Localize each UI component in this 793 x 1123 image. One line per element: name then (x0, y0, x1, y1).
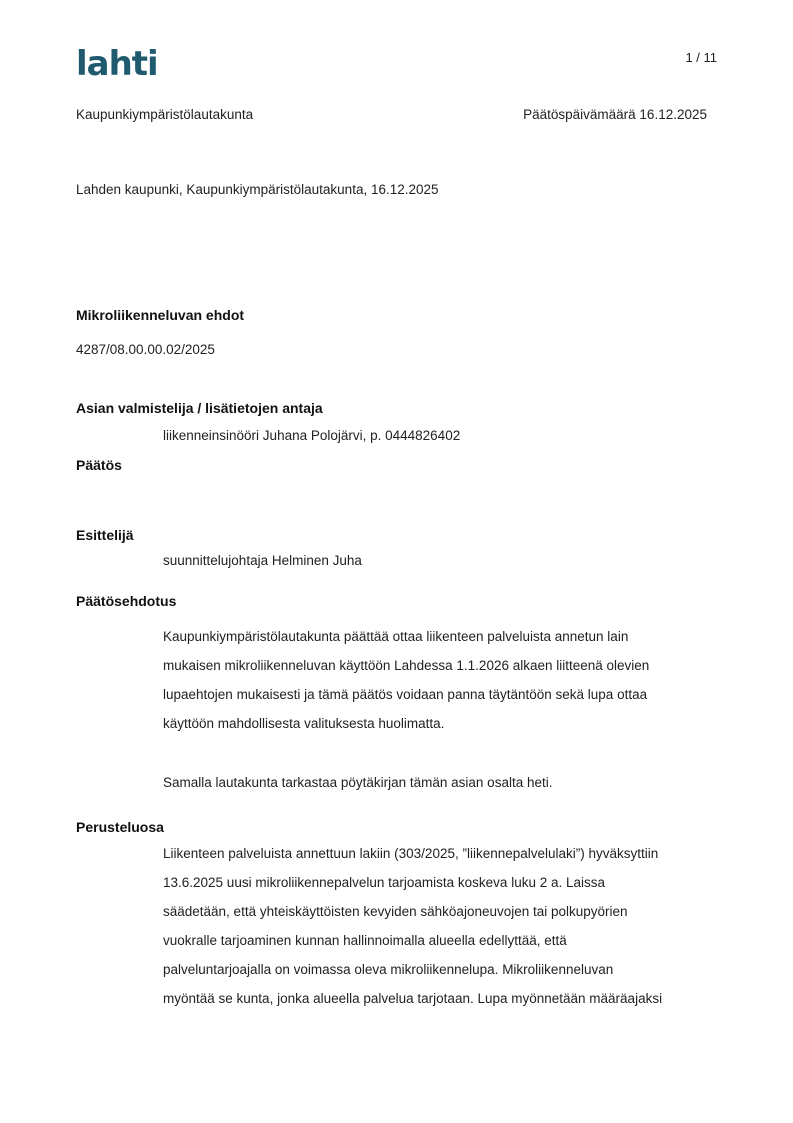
proposal-line: Kaupunkiympäristölautakunta päättää ottaa liikenteen palveluista annetun lain (163, 629, 629, 644)
lahti-logo: lahti (76, 44, 158, 84)
rationale-line: Liikenteen palveluista annettuun lakiin (303/2025, ”liikennepalvelulaki”) hyväksyttiin (163, 846, 659, 861)
rationale-line: myöntää se kunta, jonka alueella palvelua tarjotaan. Lupa myönnetään määräajaksi (163, 991, 663, 1006)
presenter-heading: Esittelijä (76, 527, 134, 543)
proposal-line: lupaehtojen mukaisesti ja tämä päätös voidaan panna täytäntöön sekä lupa ottaa (163, 687, 648, 702)
document-subtitle: Lahden kaupunki, Kaupunkiympäristölautakunta, 16.12.2025 (76, 182, 439, 197)
preparer-value: liikenneinsinööri Juhana Polojärvi, p. 0444826402 (163, 428, 461, 443)
proposal-paragraph-2: Samalla lautakunta tarkastaa pöytäkirjan tämän asian osalta heti. (163, 775, 553, 790)
page-number: 1 / 11 (685, 50, 717, 65)
proposal-heading: Päätösehdotus (76, 593, 177, 609)
rationale-line: palveluntarjoajalla on voimassa oleva mikroliikennelupa. Mikroliikenneluvan (163, 962, 614, 977)
rationale-line: vuokralle tarjoaminen kunnan hallinnoimalla alueella edellyttää, että (163, 933, 567, 948)
rationale-line: 13.6.2025 uusi mikroliikennepalvelun tarjoamista koskeva luku 2 a. Laissa (163, 875, 605, 890)
preparer-heading: Asian valmistelija / lisätietojen antaja (76, 400, 323, 416)
organ-name: Kaupunkiympäristölautakunta (76, 107, 254, 122)
rationale-heading: Perusteluosa (76, 819, 164, 835)
rationale-line: säädetään, että yhteiskäyttöisten kevyiden sähköajoneuvojen tai polkupyörien (163, 904, 628, 919)
proposal-line: mukaisen mikroliikenneluvan käyttöön Lahdessa 1.1.2026 alkaen liitteenä olevien (163, 658, 650, 673)
decision-heading: Päätös (76, 457, 122, 473)
case-number: 4287/08.00.00.02/2025 (76, 342, 215, 357)
decision-date: Päätöspäivämäärä 16.12.2025 (523, 107, 707, 122)
proposal-line: käyttöön mahdollisesta valituksesta huolimatta. (163, 716, 445, 731)
proposal-paragraph (163, 622, 723, 738)
presenter-value: suunnittelujohtaja Helminen Juha (163, 553, 362, 568)
document-title: Mikroliikenneluvan ehdot (76, 307, 245, 323)
rationale-paragraph (163, 839, 723, 1013)
